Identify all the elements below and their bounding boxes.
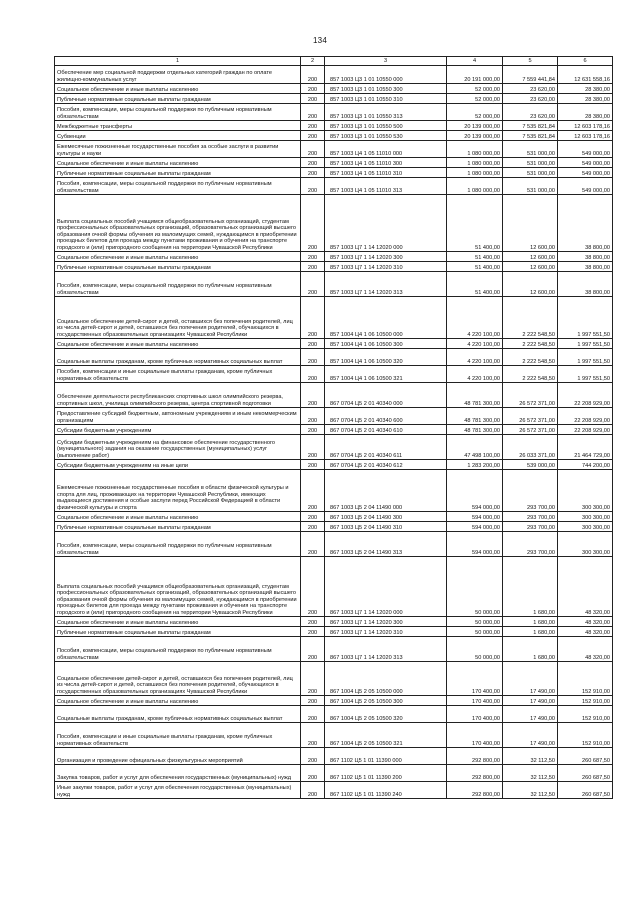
row-remaining-cell: 28 380,00	[558, 104, 613, 121]
table-row	[55, 195, 613, 252]
table-row	[55, 662, 613, 696]
row-executed-cell: 32 112,50	[503, 748, 558, 765]
row-col2-cell: 200	[301, 425, 325, 435]
row-executed-cell: 293 700,00	[503, 532, 558, 557]
row-executed-cell: 293 700,00	[503, 512, 558, 522]
row-name-cell: Субсидии бюджетным учреждениям на иные цели	[55, 460, 301, 470]
row-executed-cell: 531 000,00	[503, 178, 558, 195]
row-col2-cell: 200	[301, 408, 325, 425]
header-cell-6: 6	[558, 57, 613, 66]
row-remaining-cell: 28 380,00	[558, 84, 613, 94]
row-remaining-cell: 152 910,00	[558, 662, 613, 696]
row-col2-cell: 200	[301, 460, 325, 470]
row-remaining-cell: 549 000,00	[558, 178, 613, 195]
row-amount-cell: 50 000,00	[447, 637, 503, 662]
row-amount-cell: 170 400,00	[447, 706, 503, 723]
table-header	[55, 57, 613, 66]
table-row	[55, 522, 613, 532]
row-remaining-cell: 300 300,00	[558, 470, 613, 512]
row-col2-cell: 200	[301, 696, 325, 706]
row-amount-cell: 170 400,00	[447, 696, 503, 706]
row-col2-cell: 200	[301, 195, 325, 252]
row-code-cell: 867 1003 Ц5 2 04 11490 313	[325, 532, 447, 557]
row-code-cell: 867 1004 Ц5 2 05 10500 000	[325, 662, 447, 696]
row-executed-cell: 7 559 441,84	[503, 66, 558, 84]
row-executed-cell: 539 000,00	[503, 460, 558, 470]
row-name-cell: Выплата социальных пособий учащимся общеобразовательных организаций, студентам профессиональных образовательных организаций, образовательных организаций высшего образования очной формы обучения из малоимущих семей, нуждающимся в приобретении проездных билетов для проезда между пунктами проживания и обучения на транспорте городского и (или) пригородного сообщения на территории Чувашской Республики	[55, 557, 301, 617]
row-code-cell: 857 1003 Ц3 1 01 10550 300	[325, 84, 447, 94]
row-amount-cell: 51 400,00	[447, 252, 503, 262]
row-remaining-cell: 38 800,00	[558, 252, 613, 262]
header-cell-5: 5	[503, 57, 558, 66]
row-name-cell: Ежемесячные пожизненные государственные пособия за особые заслуги в развитии культуры и науки	[55, 141, 301, 158]
table-row	[55, 141, 613, 158]
row-name-cell: Социальное обеспечение и иные выплаты населению	[55, 512, 301, 522]
row-executed-cell: 17 490,00	[503, 696, 558, 706]
row-remaining-cell: 1 997 551,50	[558, 339, 613, 349]
row-code-cell: 867 1003 Ц7 1 14 12020 313	[325, 637, 447, 662]
row-amount-cell: 52 000,00	[447, 104, 503, 121]
row-code-cell: 867 1004 Ц5 2 05 10500 321	[325, 723, 447, 748]
row-remaining-cell: 12 603 178,16	[558, 121, 613, 131]
row-name-cell: Обеспечение мер социальной поддержки отдельных категорий граждан по оплате жилищно-коммунальных услуг	[55, 66, 301, 84]
row-amount-cell: 594 000,00	[447, 512, 503, 522]
row-executed-cell: 32 112,50	[503, 782, 558, 799]
row-col2-cell: 200	[301, 104, 325, 121]
row-code-cell: 857 1004 Ц4 1 06 10500 300	[325, 339, 447, 349]
header-cell-2: 2	[301, 57, 325, 66]
row-col2-cell: 200	[301, 84, 325, 94]
row-code-cell: 857 1003 Ц7 1 14 12020 300	[325, 252, 447, 262]
row-name-cell: Пособия, компенсации, меры социальной поддержки по публичным нормативным обязательствам	[55, 104, 301, 121]
row-executed-cell: 2 222 548,50	[503, 366, 558, 383]
row-remaining-cell: 22 208 929,00	[558, 383, 613, 408]
header-cell-3: 3	[325, 57, 447, 66]
row-amount-cell: 20 139 000,00	[447, 121, 503, 131]
row-col2-cell: 200	[301, 349, 325, 366]
row-code-cell: 857 1003 Ц7 1 14 12020 313	[325, 272, 447, 297]
row-code-cell: 857 1003 Ц7 1 14 12020 000	[325, 195, 447, 252]
row-col2-cell: 200	[301, 617, 325, 627]
table-row	[55, 383, 613, 408]
row-remaining-cell: 22 208 929,00	[558, 408, 613, 425]
row-name-cell: Социальное обеспечение и иные выплаты населению	[55, 84, 301, 94]
row-col2-cell: 200	[301, 627, 325, 637]
row-col2-cell: 200	[301, 66, 325, 84]
row-executed-cell: 26 572 371,00	[503, 425, 558, 435]
table-row	[55, 408, 613, 425]
table-row	[55, 158, 613, 168]
row-amount-cell: 1 080 000,00	[447, 168, 503, 178]
row-amount-cell: 292 800,00	[447, 748, 503, 765]
table-row	[55, 84, 613, 94]
row-amount-cell: 50 000,00	[447, 557, 503, 617]
row-name-cell: Социальное обеспечение и иные выплаты населению	[55, 252, 301, 262]
row-amount-cell: 51 400,00	[447, 272, 503, 297]
row-remaining-cell: 549 000,00	[558, 141, 613, 158]
table-row	[55, 706, 613, 723]
row-amount-cell: 51 400,00	[447, 262, 503, 272]
row-executed-cell: 23 620,00	[503, 94, 558, 104]
row-code-cell: 857 1003 Ц4 1 05 11010 000	[325, 141, 447, 158]
row-name-cell: Обеспечение деятельности республиканских спортивных школ олимпийского резерва, спортивных школ, училища олимпийского резерва, центра спортивной подготовки	[55, 383, 301, 408]
table-row	[55, 339, 613, 349]
row-code-cell: 857 1003 Ц3 1 01 10550 000	[325, 66, 447, 84]
table-row	[55, 637, 613, 662]
row-executed-cell: 12 600,00	[503, 252, 558, 262]
table-row	[55, 782, 613, 799]
row-col2-cell: 200	[301, 141, 325, 158]
row-amount-cell: 594 000,00	[447, 532, 503, 557]
row-remaining-cell: 300 300,00	[558, 532, 613, 557]
row-name-cell: Предоставление субсидий бюджетным, автономным учреждениям и иным некоммерческим организациям	[55, 408, 301, 425]
table-row	[55, 470, 613, 512]
row-amount-cell: 1 080 000,00	[447, 178, 503, 195]
row-executed-cell: 26 033 371,00	[503, 435, 558, 460]
row-col2-cell: 200	[301, 178, 325, 195]
row-code-cell: 857 1003 Ц3 1 01 10550 530	[325, 131, 447, 141]
row-name-cell: Публичные нормативные социальные выплаты гражданам	[55, 522, 301, 532]
row-col2-cell: 200	[301, 158, 325, 168]
table-row	[55, 532, 613, 557]
row-name-cell: Публичные нормативные социальные выплаты гражданам	[55, 262, 301, 272]
table-row	[55, 178, 613, 195]
table-row	[55, 557, 613, 617]
row-executed-cell: 12 600,00	[503, 272, 558, 297]
row-col2-cell: 200	[301, 637, 325, 662]
row-col2-cell: 200	[301, 131, 325, 141]
row-amount-cell: 1 080 000,00	[447, 141, 503, 158]
row-remaining-cell: 300 300,00	[558, 512, 613, 522]
row-col2-cell: 200	[301, 168, 325, 178]
table-row	[55, 66, 613, 84]
row-executed-cell: 26 572 371,00	[503, 408, 558, 425]
row-executed-cell: 531 000,00	[503, 158, 558, 168]
table-row	[55, 627, 613, 637]
row-name-cell: Субсидии бюджетным учреждениям на финансовое обеспечение государственного (муниципального) задания на оказание государственных (муниципальных) услуг (выполнение работ)	[55, 435, 301, 460]
table-row	[55, 617, 613, 627]
row-executed-cell: 1 680,00	[503, 557, 558, 617]
row-name-cell: Иные закупки товаров, работ и услуг для обеспечения государственных (муниципальных) нужд	[55, 782, 301, 799]
row-executed-cell: 7 535 821,84	[503, 131, 558, 141]
row-executed-cell: 23 620,00	[503, 84, 558, 94]
row-executed-cell: 32 112,50	[503, 765, 558, 782]
row-amount-cell: 48 781 300,00	[447, 408, 503, 425]
row-remaining-cell: 260 687,50	[558, 748, 613, 765]
table-row	[55, 252, 613, 262]
row-executed-cell: 17 490,00	[503, 723, 558, 748]
row-col2-cell: 200	[301, 435, 325, 460]
row-name-cell: Межбюджетные трансферты	[55, 121, 301, 131]
row-code-cell: 867 1004 Ц5 2 05 10500 300	[325, 696, 447, 706]
row-name-cell: Публичные нормативные социальные выплаты гражданам	[55, 94, 301, 104]
row-remaining-cell: 28 380,00	[558, 94, 613, 104]
row-amount-cell: 292 800,00	[447, 765, 503, 782]
row-col2-cell: 200	[301, 383, 325, 408]
row-code-cell: 857 1003 Ц4 1 05 11010 310	[325, 168, 447, 178]
row-code-cell: 867 1003 Ц5 2 04 11490 300	[325, 512, 447, 522]
row-name-cell: Социальное обеспечение и иные выплаты населению	[55, 696, 301, 706]
row-amount-cell: 4 220 100,00	[447, 297, 503, 339]
row-remaining-cell: 48 320,00	[558, 557, 613, 617]
row-amount-cell: 48 781 300,00	[447, 425, 503, 435]
row-executed-cell: 293 700,00	[503, 522, 558, 532]
table-row	[55, 435, 613, 460]
row-code-cell: 857 1003 Ц3 1 01 10550 500	[325, 121, 447, 131]
row-remaining-cell: 152 910,00	[558, 723, 613, 748]
budget-table	[54, 56, 613, 799]
row-name-cell: Публичные нормативные социальные выплаты гражданам	[55, 627, 301, 637]
row-code-cell: 867 1102 Ц5 1 01 11390 240	[325, 782, 447, 799]
row-amount-cell: 594 000,00	[447, 522, 503, 532]
table-row	[55, 349, 613, 366]
row-name-cell: Пособия, компенсации и иные социальные выплаты гражданам, кроме публичных нормативных обязательств	[55, 366, 301, 383]
row-remaining-cell: 38 800,00	[558, 262, 613, 272]
row-amount-cell: 1 080 000,00	[447, 158, 503, 168]
row-code-cell: 857 1003 Ц4 1 05 11010 313	[325, 178, 447, 195]
row-amount-cell: 1 283 200,00	[447, 460, 503, 470]
table-row	[55, 366, 613, 383]
row-code-cell: 867 0704 Ц5 2 01 40340 610	[325, 425, 447, 435]
row-name-cell: Социальное обеспечение и иные выплаты населению	[55, 158, 301, 168]
row-col2-cell: 200	[301, 470, 325, 512]
row-amount-cell: 51 400,00	[447, 195, 503, 252]
row-col2-cell: 200	[301, 557, 325, 617]
row-col2-cell: 200	[301, 252, 325, 262]
row-executed-cell: 1 680,00	[503, 617, 558, 627]
row-remaining-cell: 549 000,00	[558, 168, 613, 178]
table-row	[55, 723, 613, 748]
table-body	[55, 66, 613, 799]
row-code-cell: 867 1003 Ц5 2 04 11490 000	[325, 470, 447, 512]
table-row	[55, 425, 613, 435]
row-code-cell: 867 0704 Ц5 2 01 40340 000	[325, 383, 447, 408]
row-amount-cell: 50 000,00	[447, 627, 503, 637]
row-remaining-cell: 1 997 551,50	[558, 297, 613, 339]
row-code-cell: 867 1102 Ц5 1 01 11390 200	[325, 765, 447, 782]
row-executed-cell: 2 222 548,50	[503, 297, 558, 339]
row-amount-cell: 292 800,00	[447, 782, 503, 799]
row-code-cell: 867 0704 Ц5 2 01 40340 611	[325, 435, 447, 460]
row-col2-cell: 200	[301, 272, 325, 297]
row-name-cell: Социальное обеспечение и иные выплаты населению	[55, 617, 301, 627]
row-remaining-cell: 12 631 558,16	[558, 66, 613, 84]
row-amount-cell: 47 498 100,00	[447, 435, 503, 460]
row-executed-cell: 12 600,00	[503, 262, 558, 272]
row-name-cell: Ежемесячные пожизненные государственные пособия в области физической культуры и спорта для лиц, проживающих на территории Чувашской Республики, имеющих выдающиеся достижения и особые заслуги перед Российской Федерацией в области физической культуры и спорта	[55, 470, 301, 512]
row-remaining-cell: 300 300,00	[558, 522, 613, 532]
row-code-cell: 867 1102 Ц5 1 01 11390 000	[325, 748, 447, 765]
row-name-cell: Выплата социальных пособий учащимся общеобразовательных организаций, студентам профессиональных образовательных организаций, образовательных организаций высшего образования очной формы обучения из малоимущих семей, нуждающимся в приобретении проездных билетов для проезда между пунктами проживания и обучения на транспорте городского и (или) пригородного сообщения на территории Чувашской Республики	[55, 195, 301, 252]
row-executed-cell: 12 600,00	[503, 195, 558, 252]
row-amount-cell: 4 220 100,00	[447, 339, 503, 349]
row-amount-cell: 4 220 100,00	[447, 366, 503, 383]
row-col2-cell: 200	[301, 94, 325, 104]
row-executed-cell: 17 490,00	[503, 662, 558, 696]
row-executed-cell: 1 680,00	[503, 637, 558, 662]
row-col2-cell: 200	[301, 706, 325, 723]
row-col2-cell: 200	[301, 782, 325, 799]
row-code-cell: 857 1003 Ц3 1 01 10550 313	[325, 104, 447, 121]
row-name-cell: Пособия, компенсации, меры социальной поддержки по публичным нормативным обязательствам	[55, 532, 301, 557]
row-code-cell: 857 1004 Ц4 1 06 10500 320	[325, 349, 447, 366]
header-cell-1: 1	[55, 57, 301, 66]
row-code-cell: 867 0704 Ц5 2 01 40340 612	[325, 460, 447, 470]
row-remaining-cell: 22 208 929,00	[558, 425, 613, 435]
table-row	[55, 131, 613, 141]
header-cell-4: 4	[447, 57, 503, 66]
row-amount-cell: 170 400,00	[447, 723, 503, 748]
row-name-cell: Социальное обеспечение детей-сирот и детей, оставшихся без попечения родителей, лиц из числа детей-сирот и детей, оставшихся без попечения родителей, обучающихся в государственных образовательных организациях Чувашской Республики	[55, 297, 301, 339]
table-row	[55, 262, 613, 272]
row-amount-cell: 20 139 000,00	[447, 131, 503, 141]
row-col2-cell: 200	[301, 262, 325, 272]
row-remaining-cell: 1 997 551,50	[558, 366, 613, 383]
row-col2-cell: 200	[301, 748, 325, 765]
row-remaining-cell: 12 603 178,16	[558, 131, 613, 141]
row-name-cell: Субсидии бюджетным учреждениям	[55, 425, 301, 435]
table-row	[55, 512, 613, 522]
row-col2-cell: 200	[301, 723, 325, 748]
table-row	[55, 104, 613, 121]
table-row	[55, 460, 613, 470]
row-name-cell: Публичные нормативные социальные выплаты гражданам	[55, 168, 301, 178]
row-executed-cell: 2 222 548,50	[503, 339, 558, 349]
row-remaining-cell: 1 997 551,50	[558, 349, 613, 366]
row-remaining-cell: 260 687,50	[558, 765, 613, 782]
row-remaining-cell: 260 687,50	[558, 782, 613, 799]
row-name-cell: Закупка товаров, работ и услуг для обеспечения государственных (муниципальных) нужд	[55, 765, 301, 782]
row-col2-cell: 200	[301, 662, 325, 696]
row-remaining-cell: 152 910,00	[558, 706, 613, 723]
table-row	[55, 765, 613, 782]
row-code-cell: 857 1004 Ц4 1 06 10500 321	[325, 366, 447, 383]
row-executed-cell: 531 000,00	[503, 141, 558, 158]
row-name-cell: Социальное обеспечение детей-сирот и детей, оставшихся без попечения родителей, лиц из числа детей-сирот и детей, оставшихся без попечения родителей, обучающихся в государственных образовательных организациях Чувашской Республики	[55, 662, 301, 696]
row-executed-cell: 23 620,00	[503, 104, 558, 121]
header-row	[55, 57, 613, 66]
table-row	[55, 121, 613, 131]
row-name-cell: Социальное обеспечение и иные выплаты населению	[55, 339, 301, 349]
row-col2-cell: 200	[301, 765, 325, 782]
row-code-cell: 867 0704 Ц5 2 01 40340 600	[325, 408, 447, 425]
table-row	[55, 272, 613, 297]
row-name-cell: Организация и проведение официальных физкультурных мероприятий	[55, 748, 301, 765]
row-executed-cell: 1 680,00	[503, 627, 558, 637]
row-executed-cell: 531 000,00	[503, 168, 558, 178]
row-name-cell: Субвенции	[55, 131, 301, 141]
row-name-cell: Пособия, компенсации, меры социальной поддержки по публичным нормативным обязательствам	[55, 178, 301, 195]
row-code-cell: 867 1003 Ц7 1 14 12020 300	[325, 617, 447, 627]
row-col2-cell: 200	[301, 121, 325, 131]
row-col2-cell: 200	[301, 512, 325, 522]
row-name-cell: Пособия, компенсации, меры социальной поддержки по публичным нормативным обязательствам	[55, 272, 301, 297]
page-number: 134	[313, 36, 327, 45]
row-name-cell: Пособия, компенсации, меры социальной поддержки по публичным нормативным обязательствам	[55, 637, 301, 662]
table-row	[55, 168, 613, 178]
row-amount-cell: 594 000,00	[447, 470, 503, 512]
row-amount-cell: 50 000,00	[447, 617, 503, 627]
row-code-cell: 857 1003 Ц7 1 14 12020 310	[325, 262, 447, 272]
row-amount-cell: 52 000,00	[447, 94, 503, 104]
row-code-cell: 867 1004 Ц5 2 05 10500 320	[325, 706, 447, 723]
row-code-cell: 867 1003 Ц5 2 04 11490 310	[325, 522, 447, 532]
row-code-cell: 857 1004 Ц4 1 06 10500 000	[325, 297, 447, 339]
row-col2-cell: 200	[301, 366, 325, 383]
row-code-cell: 867 1003 Ц7 1 14 12020 000	[325, 557, 447, 617]
row-remaining-cell: 152 910,00	[558, 696, 613, 706]
row-executed-cell: 2 222 548,50	[503, 349, 558, 366]
row-executed-cell: 17 490,00	[503, 706, 558, 723]
table-row	[55, 748, 613, 765]
row-amount-cell: 48 781 300,00	[447, 383, 503, 408]
row-amount-cell: 170 400,00	[447, 662, 503, 696]
row-remaining-cell: 744 200,00	[558, 460, 613, 470]
table-row	[55, 94, 613, 104]
row-remaining-cell: 48 320,00	[558, 617, 613, 627]
row-amount-cell: 20 191 000,00	[447, 66, 503, 84]
table-row	[55, 696, 613, 706]
row-remaining-cell: 48 320,00	[558, 637, 613, 662]
row-remaining-cell: 48 320,00	[558, 627, 613, 637]
row-amount-cell: 52 000,00	[447, 84, 503, 94]
row-col2-cell: 200	[301, 522, 325, 532]
row-name-cell: Пособия, компенсации и иные социальные выплаты гражданам, кроме публичных нормативных обязательств	[55, 723, 301, 748]
row-remaining-cell: 38 800,00	[558, 195, 613, 252]
row-amount-cell: 4 220 100,00	[447, 349, 503, 366]
row-col2-cell: 200	[301, 339, 325, 349]
row-executed-cell: 293 700,00	[503, 470, 558, 512]
row-code-cell: 867 1003 Ц7 1 14 12020 310	[325, 627, 447, 637]
row-remaining-cell: 21 464 729,00	[558, 435, 613, 460]
row-executed-cell: 26 572 371,00	[503, 383, 558, 408]
row-remaining-cell: 38 800,00	[558, 272, 613, 297]
row-code-cell: 857 1003 Ц4 1 05 11010 300	[325, 158, 447, 168]
row-remaining-cell: 549 000,00	[558, 158, 613, 168]
row-executed-cell: 7 535 821,84	[503, 121, 558, 131]
row-name-cell: Социальные выплаты гражданам, кроме публичных нормативных социальных выплат	[55, 349, 301, 366]
row-col2-cell: 200	[301, 297, 325, 339]
table-row	[55, 297, 613, 339]
row-code-cell: 857 1003 Ц3 1 01 10550 310	[325, 94, 447, 104]
row-name-cell: Социальные выплаты гражданам, кроме публичных нормативных социальных выплат	[55, 706, 301, 723]
row-col2-cell: 200	[301, 532, 325, 557]
